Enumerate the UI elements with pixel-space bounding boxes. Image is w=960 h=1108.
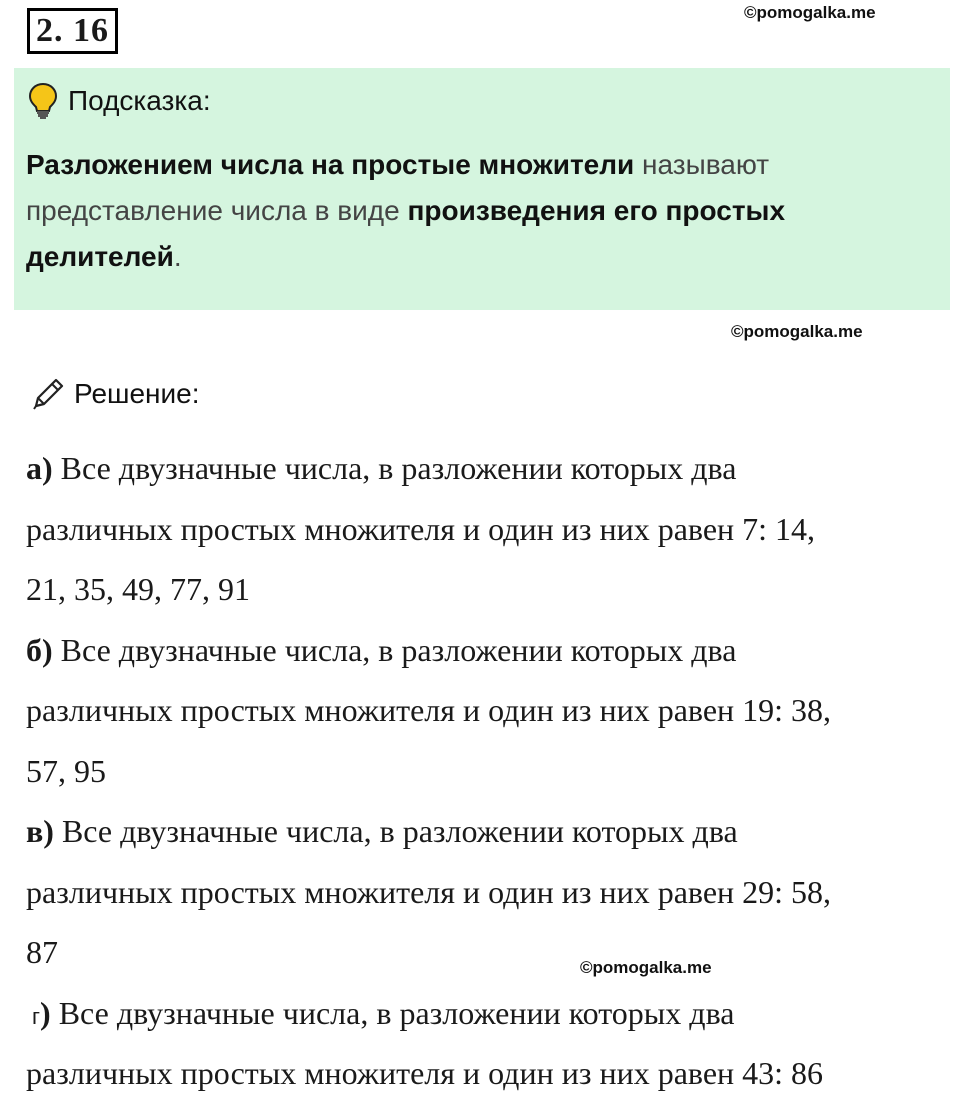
pencil-icon <box>30 376 66 412</box>
hint-text <box>26 142 906 280</box>
solution-line: 87 <box>26 934 58 970</box>
item-label-b: б) <box>26 631 53 668</box>
solution-line: Все двузначные числа, в разложении которых два <box>50 994 735 1031</box>
watermark: ©pomogalka.me <box>731 322 863 341</box>
solution-line: 57, 95 <box>26 752 106 789</box>
hint-header <box>28 82 211 120</box>
solution-line: Все двузначные числа, в разложении которых два <box>53 813 738 849</box>
solution-title: Решение: <box>74 378 200 409</box>
hint-title: Подсказка: <box>68 85 211 116</box>
item-label-v: в) <box>26 813 54 849</box>
solution-line: различных простых множителя и один из них равен 7: 14, <box>26 510 816 547</box>
solution-line: 21, 35, 49, 77, 91 <box>26 571 250 607</box>
hint-term: делителей <box>26 241 174 272</box>
task-number: 2. 16 <box>27 8 118 54</box>
watermark: ©pomogalka.me <box>744 3 876 22</box>
solution-body <box>26 438 926 1104</box>
solution-header <box>30 376 200 412</box>
solution-line: различных простых множителя и один из них равен 19: 38, <box>26 692 832 728</box>
hint-text-part: представление числа в виде <box>26 195 408 226</box>
hint-text-part: называют <box>634 149 770 180</box>
watermark: ©pomogalka.me <box>580 958 712 977</box>
solution-line: различных простых множителя и один из них равен 43: 86 <box>26 1055 824 1091</box>
hint-term: Разложением числа на простые множители <box>26 149 635 180</box>
hint-term: произведения его простых <box>407 195 786 226</box>
solution-line: различных простых множителя и один из них равен 29: 58, <box>26 873 832 910</box>
item-label-g: г <box>32 1003 41 1029</box>
item-label-g-paren: ) <box>40 994 51 1031</box>
solution-line: Все двузначные числа, в разложении которых два <box>52 631 737 668</box>
hint-text-part: . <box>173 241 182 272</box>
lightbulb-icon <box>28 82 58 120</box>
solution-line: Все двузначные числа, в разложении которых два <box>52 450 737 486</box>
item-label-a: а) <box>26 450 53 486</box>
